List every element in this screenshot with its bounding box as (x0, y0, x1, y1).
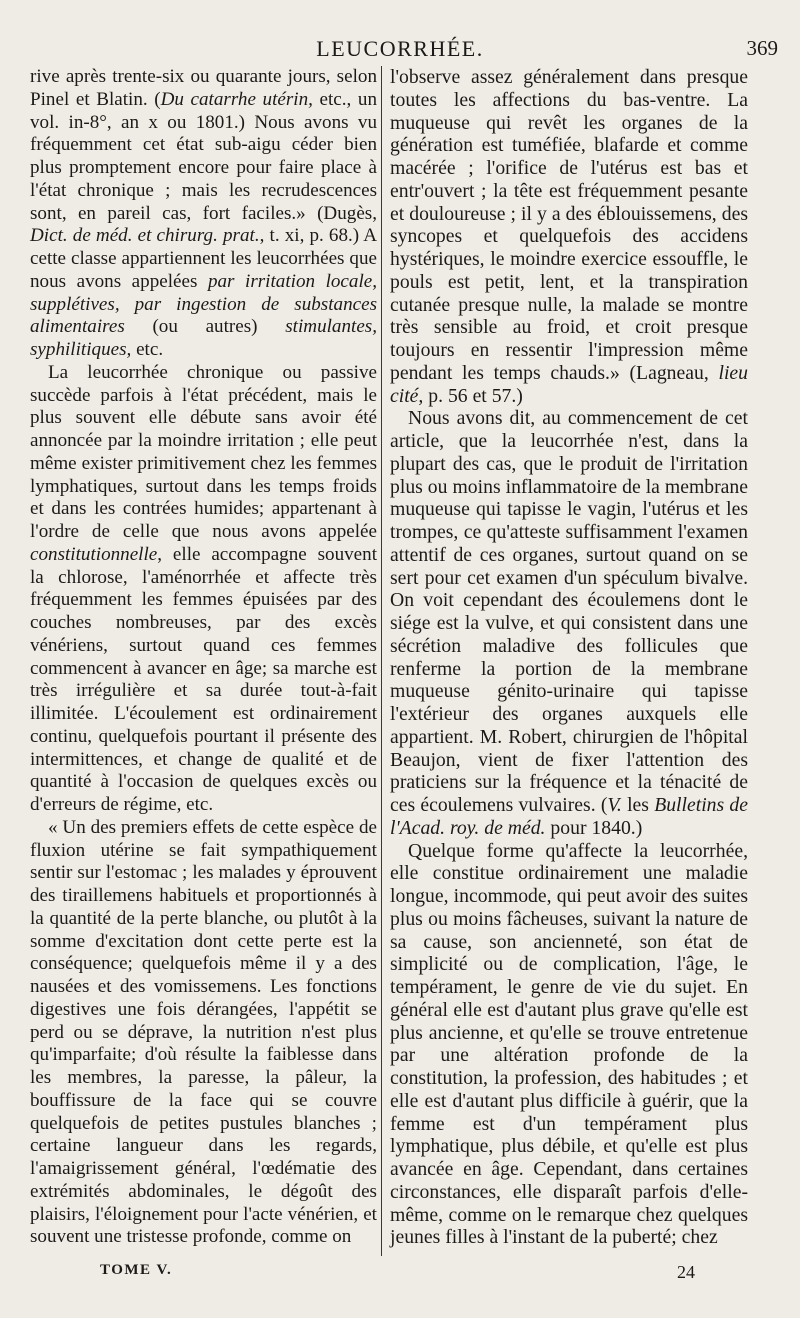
left-paragraph-3: « Un des premiers effets de cette espèce de fluxion utérine se fait sympathiquement sentir sur l'estomac ; les malades y éprouvent des tiraillemens habituels et proportionnés à la quantité de la perte blanche, ou plutôt à la somme d'excitation dont cette perte est la conséquence; quelquefois même il y a des nausées et des vomissemens. Les fonctions digestives une fois dérangées, l'appétit se perd ou se déprave, la nutrition n'est plus qu'imparfaite; d'où résulte la faiblesse dans les membres, la paresse, la pâleur, la bouffissure de la face qui se couvre quelquefois de petites pustules blanches ; certaine langueur dans les regards, l'amaigrissement général, l'œdématie des extrémités abdominales, le dégoût des plaisirs, l'éloignement pour l'acte vénérien, et souvent une tristesse profonde, comme on (30, 816, 377, 1248)
italic-term: V. (607, 794, 622, 816)
italic-title: Du catarrhe utérin, (160, 88, 313, 110)
sheet-number: 24 (677, 1262, 695, 1282)
page-number: 369 (746, 36, 778, 60)
right-paragraph-1 (390, 66, 748, 407)
italic-term: par irritation locale, supplétives, par ingestion de substances alimentaires (30, 270, 377, 338)
italic-term: stimulantes, syphilitiques, (30, 316, 377, 360)
text-run: , elle accompagne souvent la chlorose, l'aménorrhée et affecte très fréquemment les femmes épuisées par des couches nombreuses, par des excès vénériens, surtout quand ces femmes commencent à avancer en âge; sa marche est très irrégulière et sa durée tout-à-fait illimitée. L'écoulement est ordinairement continu, quelquefois pourtant il présente des intermittences, et change de qualité et de quantité à l'occasion de quelques excès ou d'erreurs de régime, etc. (30, 543, 377, 815)
text-run: pour 1840.) (545, 816, 643, 839)
left-column (30, 66, 377, 1249)
running-title: LEUCORRHÉE. (316, 36, 484, 61)
italic-title: Bulletins de l'Acad. roy. de méd. (390, 794, 748, 839)
text-run: les (621, 794, 655, 816)
page-header (22, 36, 778, 66)
volume-signature: TOME V. (100, 1262, 173, 1278)
text-run: p. 56 et 57.) (423, 384, 523, 407)
right-paragraph-3: Quelque forme qu'affecte la leucorrhée, elle constitue ordinairement une maladie longue, incommode, qui peut avoir des suites plus ou moins fâcheuses, suivant la nature de sa cause, son ancienneté, son état de simplicité ou de complication, l'âge, le tempérament, le genre de vie du sujet. En général elle est d'autant plus grave qu'elle est plus ancienne, et qu'elle se trouve entretenue par une altération profonde de la constitution, la profession, des habitudes ; et elle est d'autant plus difficile à guérir, que la femme est d'un tempérament plus lymphatique, plus débile, et qu'elle est plus avancée en âge. Cependant, dans certaines circonstances, elle disparaît parfois d'elle-même, comme on le remarque chez quelques jeunes filles à l'instant de la puberté; chez (390, 839, 748, 1249)
page-footer (0, 1262, 800, 1288)
text-run: l'observe assez généralement dans presque toutes les affections du bas-ventre. La muqueuse qui revêt les organes de la génération est tuméfiée, blafarde et comme macérée ; l'orifice de l'utérus est bas et entr'ouvert ; la tête est fréquemment pesante et douloureuse ; il y a des éblouissemens, des syncopes et quelquefois des accidens hystériques, le moindre exercice essouffle, le pouls est petit, lent, et la transpiration cutanée presque nulle, la malade se montre très sensible au froid, et croit presque toujours en ressentir l'impression même pendant les temps chauds.» (Lagneau, (390, 66, 748, 384)
text-run: La leucorrhée chronique ou passive succède parfois à l'état précédent, mais le plus souvent elle débute sans avoir été annoncée par la moindre irritation ; elle peut même exister primitivement chez les femmes lymphatiques, surtout dans les temps froids et dans les contrées humides; appartenant à l'ordre de celle que nous avons appelée (30, 361, 377, 542)
left-paragraph-2 (30, 362, 377, 817)
right-paragraph-2 (390, 407, 748, 839)
italic-term: lieu cité, (390, 361, 748, 407)
italic-term: constitutionnelle (30, 543, 158, 565)
text-run: rive après trente-six ou quarante jours, selon Pinel et Blatin. ( (30, 66, 377, 110)
column-rule (381, 66, 382, 1256)
text-run: etc. (131, 339, 164, 360)
text-run: Nous avons dit, au commencement de cet article, que la leucorrhée n'est, dans la plupart des cas, que le produit de l'irritation plus ou moins inflammatoire de la membrane muqueuse qui tapisse le vagin, l'utérus et les trompes, ce qu'atteste suffisamment l'examen attentif de ces organes, surtout quand on se sert pour cet examen d'un spéculum bivalve. On voit cependant des écoulemens dont le siége est la vulve, et qui consistent dans une sécrétion maladive des follicules que renferme la portion de la membrane muqueuse génito-urinaire qui tapisse l'extérieur des organes auxquels elle appartient. M. Robert, chirurgien de l'hôpital Beaujon, vient de fixer l'attention des praticiens sur la fréquence et la ténacité de ces écoulemens vulvaires. ( (390, 407, 748, 816)
text-run: (ou autres) (124, 316, 286, 338)
text-run: , t. xi, p. 68.) A cette classe appartiennent les leucorrhées que nous avons appelées (30, 225, 377, 292)
italic-title: Dict. de méd. et chirurg. prat. (30, 225, 260, 247)
text-run: etc., un vol. in-8°, an x ou 1801.) Nous avons vu fréquemment cet état sub-aigu céder bien plus promptement encore pour faire place à l'état chronique ; mais les recrudescences sont, en pareil cas, fort faciles.» (Dugès, (30, 88, 377, 224)
left-paragraph-1 (30, 66, 377, 362)
right-column (390, 66, 748, 1249)
